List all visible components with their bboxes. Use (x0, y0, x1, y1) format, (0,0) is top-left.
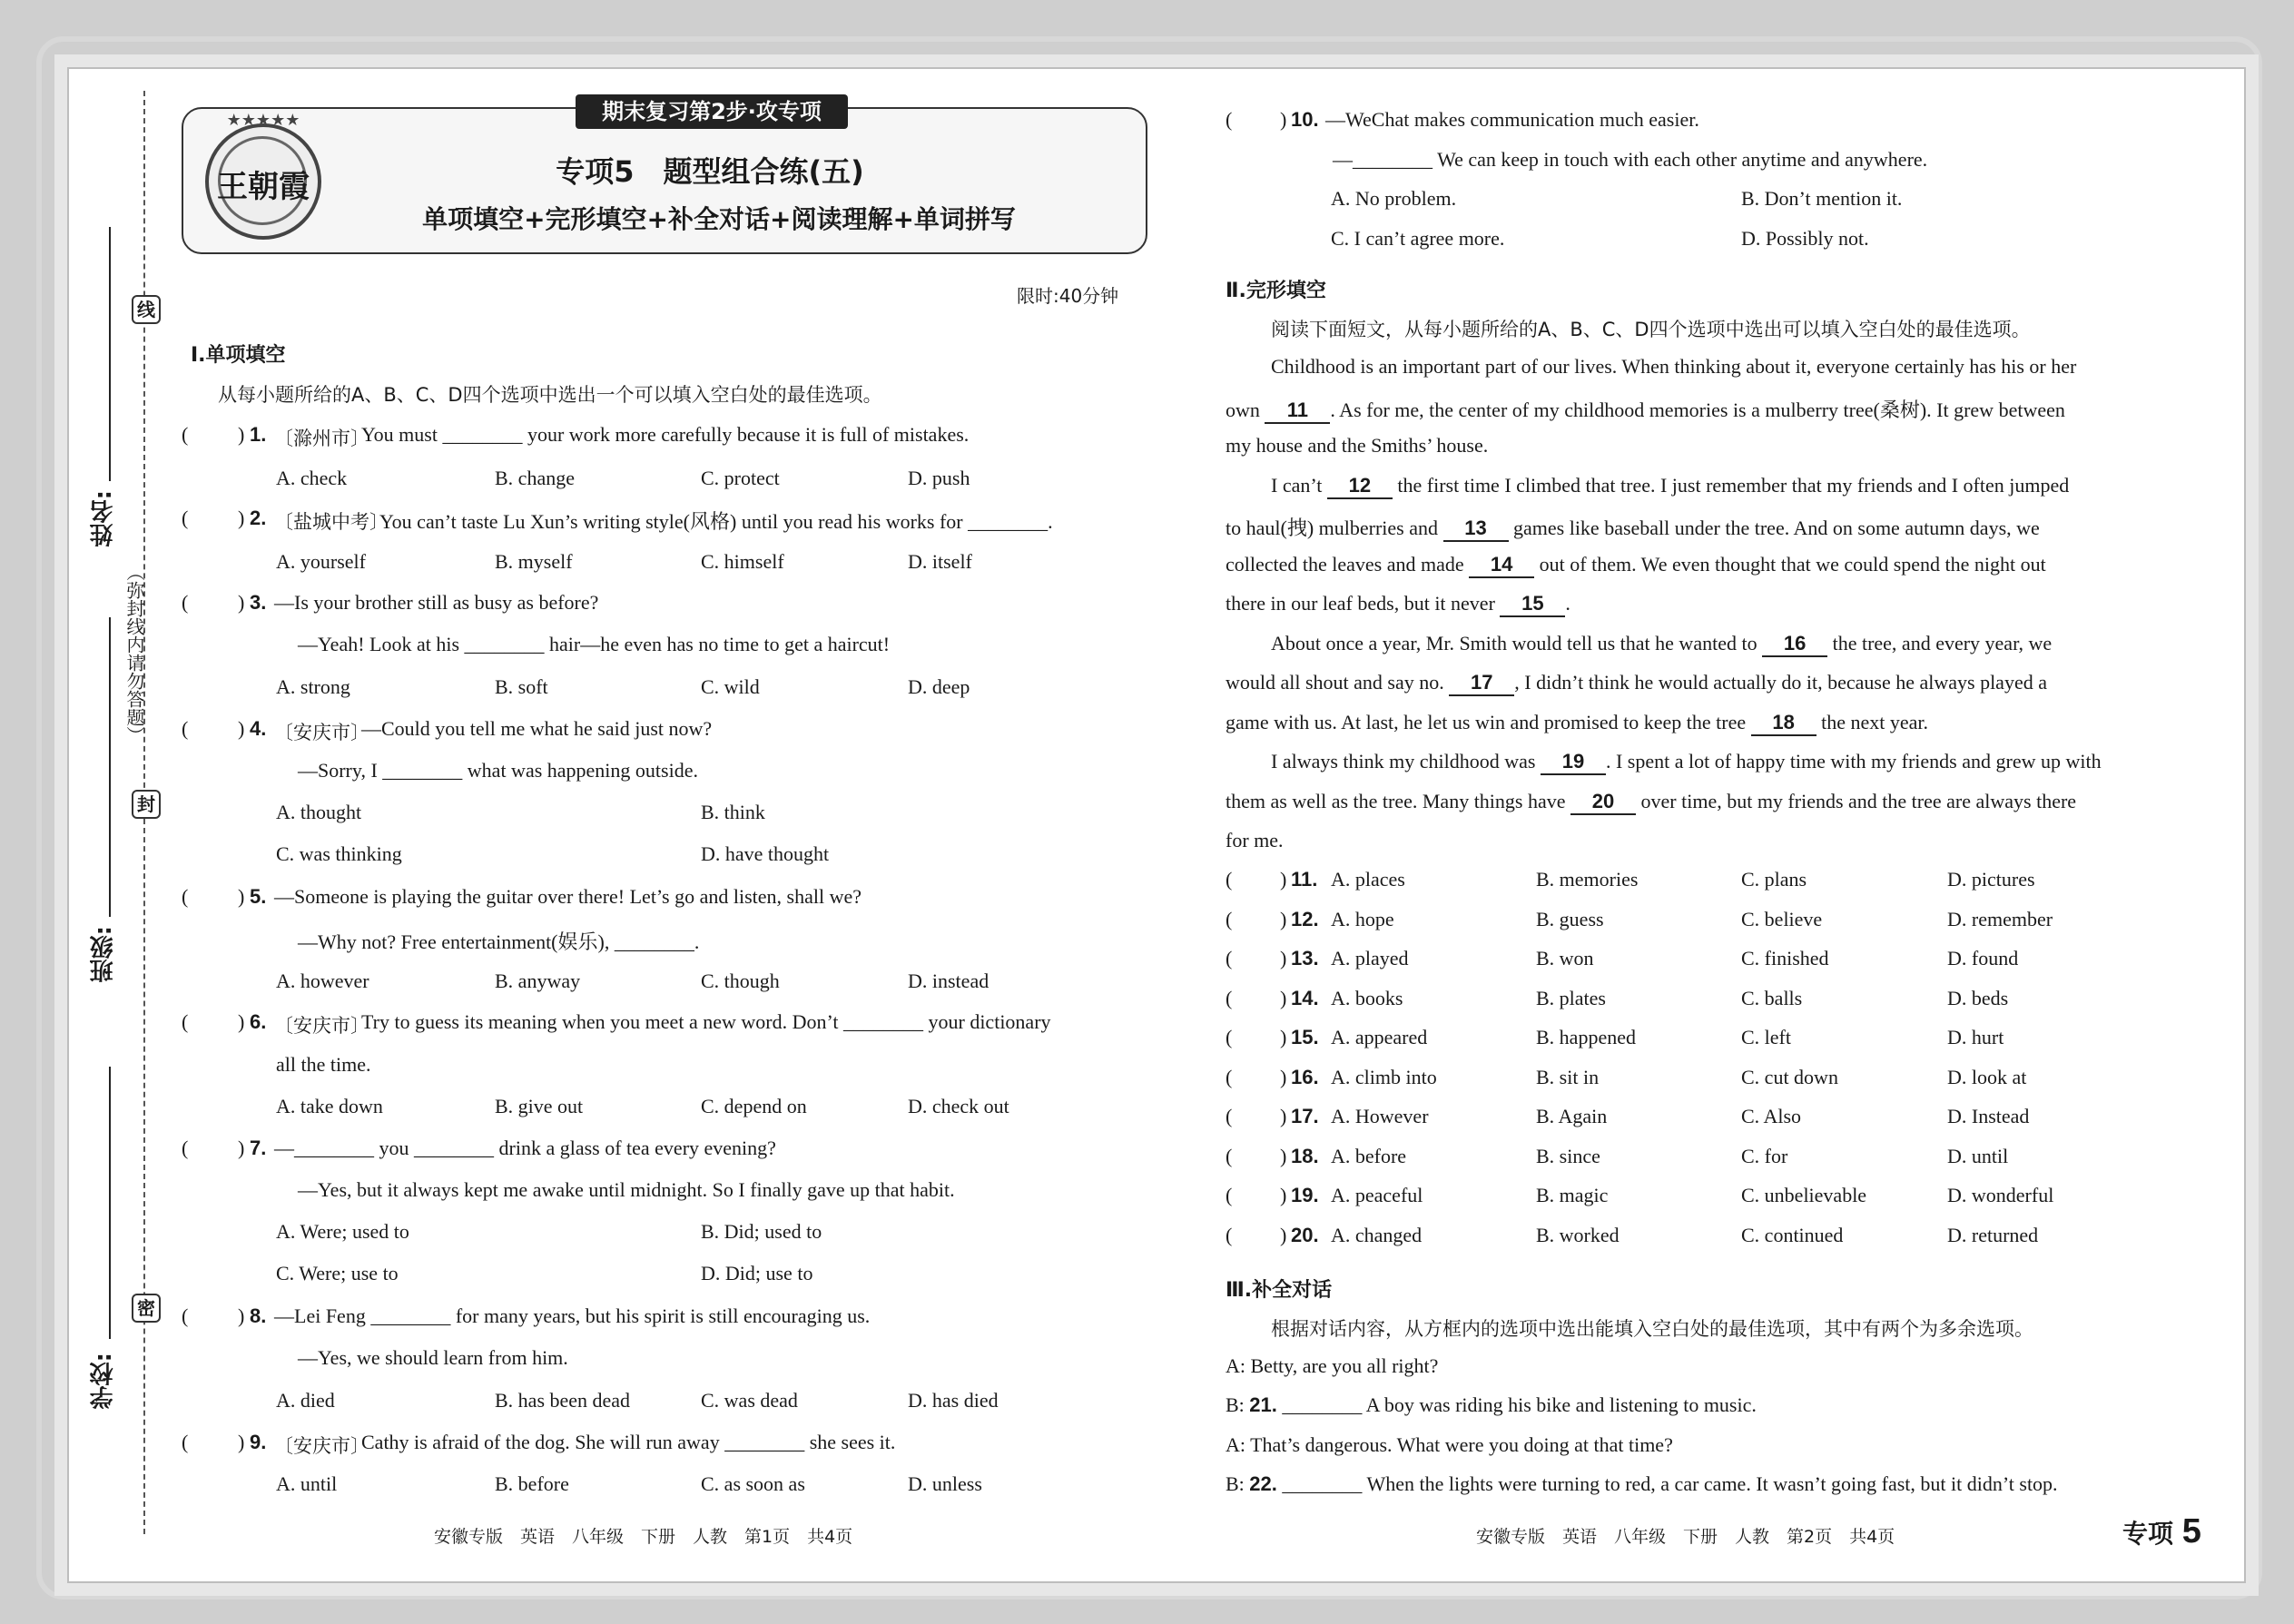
question-number: 20. (1291, 1223, 1319, 1246)
answer-bracket[interactable]: ( (182, 885, 189, 908)
answer-bracket-close: ) (1280, 1223, 1287, 1246)
option-c[interactable]: C. continued (1741, 1223, 1844, 1246)
question-line2: —Yes, but it always kept me awake until midnight. So I finally gave up that habit. (298, 1178, 955, 1201)
option-c[interactable]: C. plans (1741, 868, 1807, 891)
question-line2: —Why not? Free entertainment(娱乐), ________. (298, 930, 700, 953)
question-stem: Cathy is afraid of the dog. She will run away ________ she sees it. (361, 1431, 896, 1453)
option-d[interactable]: D. unless (908, 1472, 982, 1495)
option-b[interactable]: B. before (495, 1472, 569, 1495)
blank-22[interactable]: ________ When the lights were turning to red, a car came. It wasn’t going fast, but it didn’t stop. (1282, 1472, 2058, 1495)
answer-bracket[interactable]: ( (182, 1010, 189, 1033)
question-number: 11. (1291, 868, 1318, 891)
option-c[interactable]: C. balls (1741, 986, 1803, 1009)
question-line2: —________ We can keep in touch with each other anytime and anywhere. (1333, 148, 1928, 171)
passage-line: collected the leaves and made 14 out of them. We even thought that we could spend the night out (1226, 553, 2046, 578)
question-stem: Try to guess its meaning when you meet a new word. Don’t ________ your dictionary (361, 1010, 1051, 1033)
section1-instruction: 从每小题所给的A、B、C、D四个选项中选出一个可以填入空白处的最佳选项。 (218, 384, 882, 406)
option-d[interactable]: D. pictures (1947, 868, 2035, 891)
question-stem: —Is your brother still as busy as before? (274, 591, 599, 614)
option-d[interactable]: D. look at (1947, 1065, 2027, 1088)
binding-mark-seal: 封 (132, 790, 161, 819)
question-number: 18. (1291, 1144, 1319, 1167)
answer-bracket[interactable]: ( (1226, 1144, 1233, 1167)
passage-line: would all shout and say no. 17 , I didn’t think he would actually do it, because he always played a (1226, 671, 2047, 696)
question-number: 14. (1291, 986, 1319, 1009)
page-title: 专项5 题型组合练(五) (556, 154, 864, 189)
question-number: 22. (1249, 1472, 1277, 1495)
option-c[interactable]: C. depend on (701, 1095, 807, 1117)
question-stem: You can’t taste Lu Xun’s writing style(风格) until you read his works for ________. (379, 510, 1053, 533)
blank-15[interactable]: 15 (1500, 592, 1565, 617)
question-number: 17. (1291, 1105, 1319, 1127)
question-number: 13. (1291, 947, 1319, 969)
answer-bracket[interactable]: ( (1226, 1105, 1233, 1127)
blank-14[interactable]: 14 (1469, 553, 1534, 578)
question-line2: —Yeah! Look at his ________ hair—he even has no time to get a haircut! (298, 633, 891, 655)
option-b[interactable]: B. myself (495, 550, 573, 573)
passage-line: for me. (1226, 829, 1284, 851)
option-d[interactable]: D. Possibly not. (1741, 227, 1869, 250)
option-a[interactable]: A. died (276, 1389, 335, 1412)
option-c[interactable]: C. himself (701, 550, 784, 573)
option-a[interactable]: A. climb into (1331, 1065, 1437, 1088)
option-d[interactable]: D. returned (1947, 1223, 2039, 1246)
section3-instruction: 根据对话内容，从方框内的选项中选出能填入空白处的最佳选项，其中有两个为多余选项。 (1271, 1318, 2033, 1340)
option-b[interactable]: B. won (1536, 947, 1594, 969)
answer-bracket-close: ) (1280, 1065, 1287, 1088)
option-c[interactable]: C. I can’t agree more. (1331, 227, 1505, 250)
question-stem: —WeChat makes communication much easier. (1325, 108, 1699, 131)
option-d[interactable]: D. beds (1947, 986, 2009, 1009)
question-source: 〔滁州市〕 (274, 428, 369, 449)
answer-bracket[interactable]: ( (1226, 1026, 1233, 1048)
option-a[interactable]: A. places (1331, 868, 1405, 891)
section3-title: Ⅲ.补全对话 (1226, 1279, 1333, 1302)
option-c[interactable]: C. though (701, 969, 780, 992)
blank-20[interactable]: 20 (1570, 790, 1636, 815)
question-stem: You must ________ your work more carefully because it is full of mistakes. (361, 423, 970, 446)
option-c[interactable]: C. as soon as (701, 1472, 805, 1495)
question-stem: —Lei Feng ________ for many years, but his spirit is still encouraging us. (274, 1304, 871, 1327)
option-a[interactable]: A. However (1331, 1105, 1429, 1127)
option-a[interactable]: A. take down (276, 1095, 383, 1117)
option-b[interactable]: B. Don’t mention it. (1741, 187, 1903, 210)
blank-12[interactable]: 12 (1327, 474, 1393, 499)
option-c[interactable]: C. was dead (701, 1389, 798, 1412)
option-a[interactable]: A. thought (276, 801, 362, 823)
question-number: 4. (250, 717, 267, 740)
option-c[interactable]: C. unbelievable (1741, 1184, 1867, 1206)
blank-17[interactable]: 17 (1449, 671, 1514, 696)
question-stem: —________ you ________ drink a glass of tea every evening? (274, 1137, 776, 1159)
answer-bracket-close: ) (1280, 868, 1287, 891)
answer-bracket[interactable]: ( (182, 507, 189, 529)
option-a[interactable]: A. No problem. (1331, 187, 1457, 210)
answer-bracket-close: ) (1280, 1144, 1287, 1167)
section2-instruction: 阅读下面短文，从每小题所给的A、B、C、D四个选项中选出可以填入空白处的最佳选项。 (1271, 319, 2031, 340)
school-label: 学校: (90, 1353, 117, 1410)
option-a[interactable]: A. appeared (1331, 1026, 1428, 1048)
option-d[interactable]: D. has died (908, 1389, 999, 1412)
answer-bracket[interactable]: ( (1226, 868, 1233, 891)
answer-bracket-close: ) (1280, 947, 1287, 969)
question-number: 1. (250, 423, 267, 446)
option-a[interactable]: A. yourself (276, 550, 366, 573)
option-d[interactable]: D. deep (908, 675, 970, 698)
question-source: 〔安庆市〕 (274, 1435, 369, 1457)
question-number: 2. (250, 507, 267, 529)
answer-bracket[interactable]: ( (1226, 1223, 1233, 1246)
option-b[interactable]: B. Again (1536, 1105, 1608, 1127)
option-a[interactable]: A. until (276, 1472, 338, 1495)
blank-13[interactable]: 13 (1443, 517, 1509, 542)
option-b[interactable]: B. think (701, 801, 765, 823)
school-field[interactable] (109, 1067, 111, 1339)
option-c[interactable]: C. wild (701, 675, 760, 698)
option-b[interactable]: B. worked (1536, 1223, 1620, 1246)
option-b[interactable]: B. guess (1536, 907, 1604, 930)
option-c[interactable]: C. Were; use to (276, 1262, 399, 1284)
question-line2: all the time. (276, 1053, 371, 1076)
star-icon: ★★★★★ (226, 111, 300, 129)
option-b[interactable]: B. has been dead (495, 1389, 631, 1412)
option-d[interactable]: D. instead (908, 969, 989, 992)
option-d[interactable]: D. remember (1947, 907, 2053, 930)
option-b[interactable]: B. Did; used to (701, 1220, 822, 1243)
option-d[interactable]: D. found (1947, 947, 2019, 969)
dialogue-line: B: 22. ________ When the lights were turning to red, a car came. It wasn’t going fast, but it didn’t stop. (1226, 1472, 2058, 1495)
section1-title: Ⅰ.单项填空 (191, 344, 286, 367)
answer-bracket[interactable]: ( (1226, 947, 1233, 969)
option-a[interactable]: A. hope (1331, 907, 1394, 930)
question-number: 15. (1291, 1026, 1319, 1048)
name-field[interactable] (109, 227, 111, 481)
option-c[interactable]: C. for (1741, 1144, 1788, 1167)
option-c[interactable]: C. Also (1741, 1105, 1802, 1127)
answer-bracket[interactable]: ( (182, 1431, 189, 1453)
option-c[interactable]: C. believe (1741, 907, 1823, 930)
question-source: 〔安庆市〕 (274, 722, 369, 743)
option-b[interactable]: B. plates (1536, 986, 1606, 1009)
brand-logo: 王朝霞 (205, 123, 321, 240)
option-a[interactable]: A. played (1331, 947, 1409, 969)
question-number: 9. (250, 1431, 267, 1453)
answer-bracket[interactable]: ( (1226, 108, 1233, 131)
passage-line: own 11 . As for me, the center of my childhood memories is a mulberry tree(桑树). It grew between (1226, 395, 2065, 424)
blank-19[interactable]: 19 (1541, 750, 1606, 775)
option-b[interactable]: B. sit in (1536, 1065, 1600, 1088)
question-number: 5. (250, 885, 267, 908)
option-d[interactable]: D. Instead (1947, 1105, 2030, 1127)
question-number: 21. (1249, 1393, 1277, 1416)
passage-line: About once a year, Mr. Smith would tell us that he wanted to 16 the tree, and every year, we (1271, 632, 2052, 657)
option-d[interactable]: D. wonderful (1947, 1184, 2054, 1206)
blank-16[interactable]: 16 (1762, 632, 1827, 657)
option-d[interactable]: D. have thought (701, 842, 830, 865)
time-limit: 限时:40分钟 (1017, 285, 1119, 307)
option-a[interactable]: A. Were; used to (276, 1220, 409, 1243)
dialogue-line: B: 21. ________ A boy was riding his bike and listening to music. (1226, 1393, 1757, 1416)
class-field[interactable] (109, 617, 111, 917)
option-c[interactable]: C. left (1741, 1026, 1791, 1048)
answer-bracket-close: ) (1280, 907, 1287, 930)
passage-line: to haul(拽) mulberries and 13 games like baseball under the tree. And on some autumn days, we (1226, 513, 2040, 542)
question-number: 16. (1291, 1065, 1319, 1088)
option-c[interactable]: C. cut down (1741, 1065, 1838, 1088)
option-b[interactable]: B. since (1536, 1144, 1600, 1167)
binding-mark-secret: 密 (132, 1294, 161, 1323)
answer-bracket-close: ) (1280, 1026, 1287, 1048)
answer-bracket-close: ) (1280, 1184, 1287, 1206)
banner: 期末复习第2步·攻专项 (576, 94, 848, 129)
option-a[interactable]: A. before (1331, 1144, 1407, 1167)
page-subtitle: 单项填空+完形填空+补全对话+阅读理解+单词拼写 (422, 204, 1016, 234)
option-c[interactable]: C. was thinking (276, 842, 402, 865)
question-number: 6. (250, 1010, 267, 1033)
option-d[interactable]: D. itself (908, 550, 972, 573)
option-b[interactable]: B. change (495, 467, 575, 489)
question-source: 〔安庆市〕 (274, 1015, 369, 1037)
answer-bracket-close: ) (1280, 986, 1287, 1009)
question-number: 19. (1291, 1184, 1319, 1206)
option-b[interactable]: B. memories (1536, 868, 1639, 891)
answer-bracket[interactable]: ( (182, 1137, 189, 1159)
blank-11[interactable]: 11 (1265, 399, 1330, 424)
option-a[interactable]: A. books (1331, 986, 1403, 1009)
passage-line: I can’t 12 the first time I climbed that tree. I just remember that my friends and I often jumped (1271, 474, 2069, 499)
section-tab: 专项 5 (2122, 1512, 2201, 1550)
option-a[interactable]: A. changed (1331, 1223, 1423, 1246)
option-a[interactable]: A. check (276, 467, 348, 489)
answer-bracket-close: ) (1280, 1105, 1287, 1127)
binding-notice: （弥封线内请勿答题） (123, 563, 145, 744)
dialogue-line: A: That’s dangerous. What were you doing at that time? (1226, 1433, 1673, 1456)
question-number: 8. (250, 1304, 267, 1327)
option-a[interactable]: A. peaceful (1331, 1184, 1423, 1206)
option-a[interactable]: A. strong (276, 675, 350, 698)
question-number: 12. (1291, 907, 1319, 930)
answer-bracket[interactable]: ( (1226, 986, 1233, 1009)
header-box (182, 99, 1147, 254)
answer-bracket[interactable]: ( (182, 423, 189, 446)
question-line2: —Sorry, I ________ what was happening outside. (298, 759, 698, 782)
passage-line: my house and the Smiths’ house. (1226, 434, 1489, 457)
dialogue-line: A: Betty, are you all right? (1226, 1354, 1439, 1377)
passage-line: them as well as the tree. Many things have 20 over time, but my friends and the tree are always there (1226, 790, 2076, 815)
passage-line: I always think my childhood was 19 . I spent a lot of happy time with my friends and grew up with (1271, 750, 2102, 775)
question-line2: —Yes, we should learn from him. (298, 1346, 568, 1369)
option-d[interactable]: D. Did; use to (701, 1262, 813, 1284)
option-d[interactable]: D. until (1947, 1144, 2009, 1167)
question-source: 〔盐城中考〕 (274, 511, 389, 533)
class-label: 班级: (90, 926, 117, 983)
option-d[interactable]: D. hurt (1947, 1026, 2004, 1048)
option-b[interactable]: B. happened (1536, 1026, 1636, 1048)
section2-title: Ⅱ.完形填空 (1226, 280, 1326, 302)
answer-bracket[interactable]: ( (1226, 907, 1233, 930)
option-b[interactable]: B. anyway (495, 969, 581, 992)
option-a[interactable]: A. however (276, 969, 369, 992)
blank-18[interactable]: 18 (1751, 711, 1816, 736)
question-stem: —Someone is playing the guitar over there! Let’s go and listen, shall we? (274, 885, 862, 908)
answer-bracket[interactable]: ( (182, 1304, 189, 1327)
option-b[interactable]: B. magic (1536, 1184, 1609, 1206)
answer-bracket[interactable]: ( (1226, 1184, 1233, 1206)
passage-line: Childhood is an important part of our lives. When thinking about it, everyone certainly has his or her (1271, 355, 2077, 378)
option-b[interactable]: B. soft (495, 675, 548, 698)
question-stem: —Could you tell me what he said just now? (361, 717, 713, 740)
option-d[interactable]: D. check out (908, 1095, 1009, 1117)
answer-bracket[interactable]: ( (182, 591, 189, 614)
answer-bracket[interactable]: ( (182, 717, 189, 740)
answer-bracket[interactable]: ( (1226, 1065, 1233, 1088)
question-number: 3. (250, 591, 267, 614)
binding-mark-line: 线 (132, 295, 161, 324)
question-number: 7. (250, 1137, 267, 1159)
name-label: 姓名: (90, 490, 117, 547)
footer-left: 安徽专版 英语 八年级 下册 人教 第1页 共4页 (434, 1527, 853, 1547)
question-number: 10. (1291, 108, 1319, 131)
passage-line: game with us. At last, he let us win and promised to keep the tree 18 the next year. (1226, 711, 1928, 736)
option-d[interactable]: D. push (908, 467, 970, 489)
footer-right: 安徽专版 英语 八年级 下册 人教 第2页 共4页 (1476, 1527, 1895, 1547)
option-c[interactable]: C. protect (701, 467, 780, 489)
option-b[interactable]: B. give out (495, 1095, 584, 1117)
passage-line: there in our leaf beds, but it never 15 . (1226, 592, 1570, 617)
blank-21[interactable]: ________ A boy was riding his bike and listening to music. (1282, 1393, 1757, 1416)
option-c[interactable]: C. finished (1741, 947, 1829, 969)
